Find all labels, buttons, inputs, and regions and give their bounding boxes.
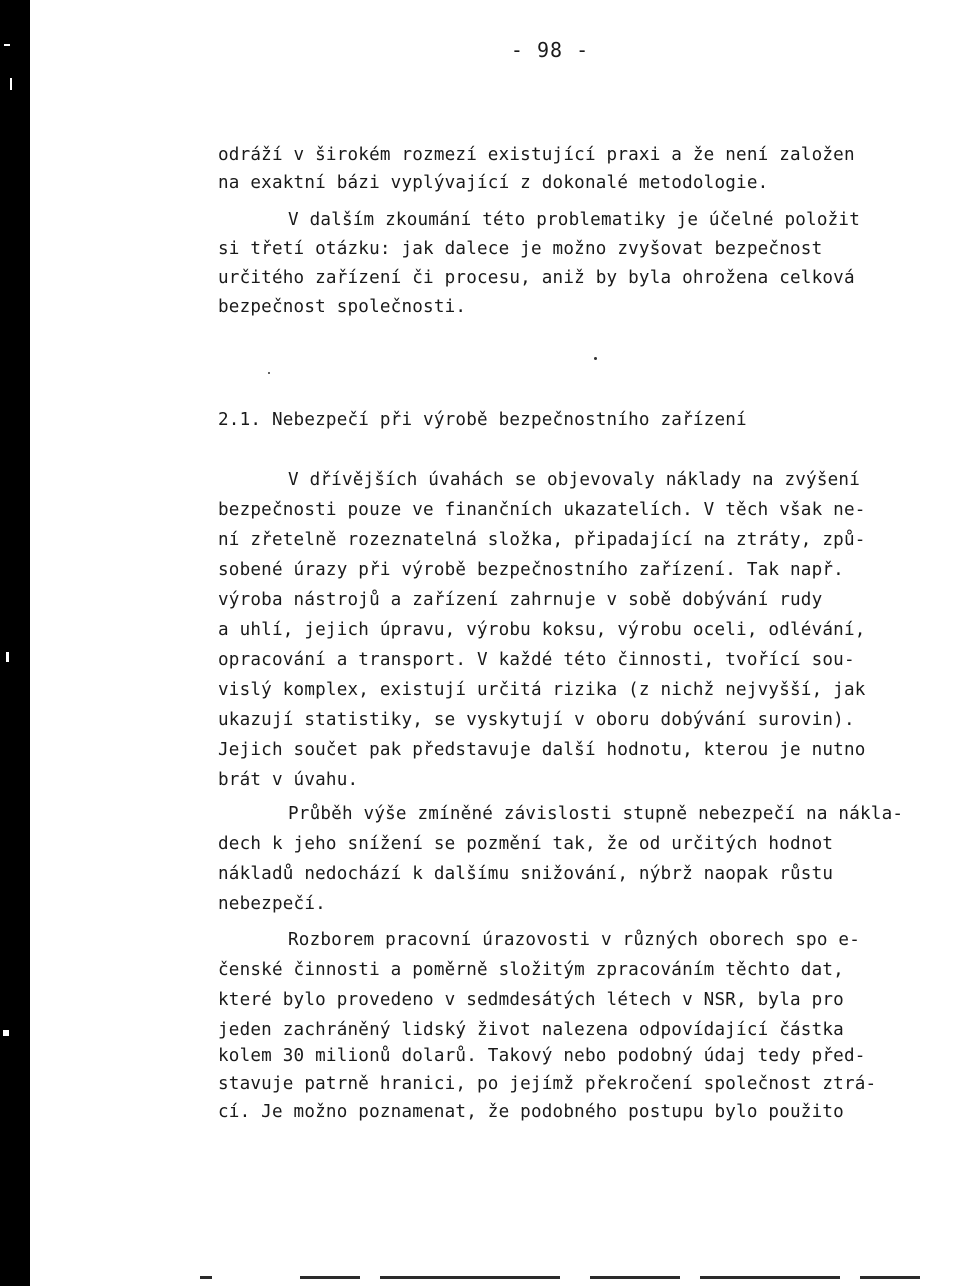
text-line: cí. Je možno poznamenat, že podobného postupu bylo použito — [218, 1102, 844, 1122]
text-line: jeden zachráněný lidský život nalezena odpovídající částka — [218, 1020, 844, 1040]
text-line: opracování a transport. V každé této činnosti, tvořící sou- — [218, 650, 855, 670]
page-number: - 98 - — [510, 38, 590, 62]
scan-rule — [590, 1276, 680, 1279]
scan-rule — [300, 1276, 360, 1279]
text-line: ní zřetelně rozeznatelná složka, připadající na ztráty, způ- — [218, 530, 866, 550]
scan-speck — [268, 372, 270, 374]
text-line: brát v úvahu. — [218, 770, 359, 790]
text-line: dech k jeho snížení se pozmění tak, že od určitých hodnot — [218, 834, 834, 854]
text-line: odráží v širokém rozmezí existující praxi a že není založen — [218, 145, 855, 165]
text-line: si třetí otázku: jak dalece je možno zvyšovat bezpečnost — [218, 239, 823, 259]
text-line: stavuje patrně hranici, po jejímž překročení společnost ztrá- — [218, 1074, 877, 1094]
text-line: vislý komplex, existují určitá rizika (z nichž nejvyšší, jak — [218, 680, 866, 700]
text-line: Rozborem pracovní úrazovosti v různých oborech spo e- — [288, 930, 860, 950]
text-line: bezpečnost společnosti. — [218, 297, 467, 317]
text-line: a uhlí, jejich úpravu, výrobu koksu, výrobu oceli, odlévání, — [218, 620, 866, 640]
scan-rule — [380, 1276, 560, 1279]
scan-rule — [200, 1276, 212, 1279]
scan-rule — [700, 1276, 840, 1279]
text-line: Průběh výše zmíněné závislosti stupně nebezpečí na nákla- — [288, 804, 904, 824]
text-line: které bylo provedeno v sedmdesátých létech v NSR, byla pro — [218, 990, 844, 1010]
text-line: kolem 30 milionů dolarů. Takový nebo podobný údaj tedy před- — [218, 1046, 866, 1066]
section-heading: 2.1. Nebezpečí při výrobě bezpečnostního zařízení — [218, 410, 747, 430]
text-line: sobené úrazy při výrobě bezpečnostního zařízení. Tak např. — [218, 560, 844, 580]
text-line: V dřívějších úvahách se objevovaly náklady na zvýšení — [288, 470, 860, 490]
text-line: určitého zařízení či procesu, aniž by byla ohrožena celková — [218, 268, 855, 288]
scan-border — [0, 0, 30, 1286]
scan-speck — [594, 357, 597, 360]
text-line: bezpečnosti pouze ve finančních ukazatelích. V těch však ne- — [218, 500, 866, 520]
text-line: na exaktní bázi vyplývající z dokonalé metodologie. — [218, 173, 769, 193]
scan-rule — [860, 1276, 920, 1279]
text-line: V dalším zkoumání této problematiky je účelné položit — [288, 210, 860, 230]
text-line: Jejich součet pak představuje další hodnotu, kterou je nutno — [218, 740, 866, 760]
text-line: výroba nástrojů a zařízení zahrnuje v sobě dobývání rudy — [218, 590, 823, 610]
text-line: nebezpečí. — [218, 894, 326, 914]
text-line: čenské činnosti a poměrně složitým zpracováním těchto dat, — [218, 960, 844, 980]
text-line: nákladů nedochází k dalšímu snižování, nýbrž naopak růstu — [218, 864, 834, 884]
text-line: ukazují statistiky, se vyskytují v oboru dobývání surovin). — [218, 710, 855, 730]
